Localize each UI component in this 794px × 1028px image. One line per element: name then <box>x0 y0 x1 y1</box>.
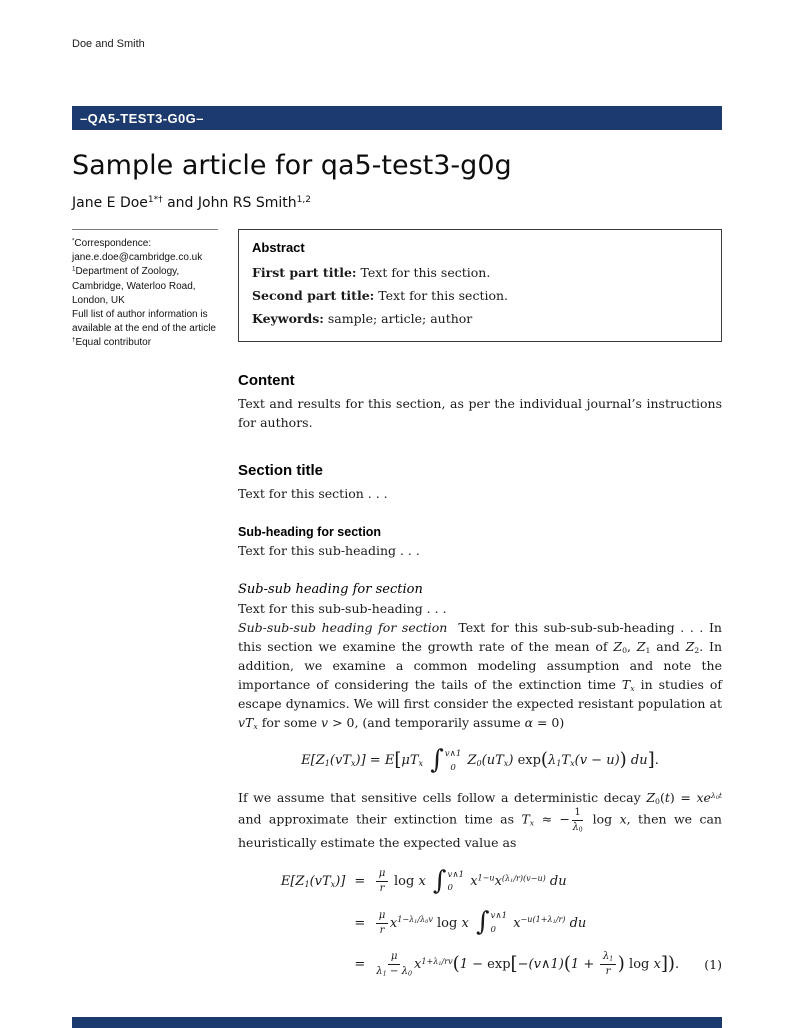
article-title: Sample article for qa5-test3-g0g <box>72 150 512 181</box>
abstract-part-1-label: First part title: <box>252 265 357 281</box>
affiliation-marker: 1 <box>72 266 76 274</box>
eq-array-rhs-3: $\frac{\mu}{\lambda_1 - \lambda_0}$ $x^{1+\lambda_1/rv}(1$ − exp[−(v∧1)(1 + $\frac{\lambda_1}{r}$ ) log x]). <box>376 950 680 978</box>
abstract-keywords-text: sample; article; author <box>327 311 473 327</box>
eq-array-line-1 <box>345 868 679 895</box>
author-info-availability-note: Full list of author information is available at the end of the article <box>72 308 216 335</box>
eq-array-line-3 <box>345 951 679 978</box>
abstract-part-2 <box>252 287 708 305</box>
correspondence-marker: * <box>72 237 75 245</box>
correspondence-label: Correspondence: <box>74 238 152 250</box>
subsubsub-paragraph <box>238 618 722 732</box>
eq-array-rhs-1: $\frac{\mu}{r}$ log x ∫ v∧1 0 $x^{1-u}x^{(\lambda_1/r)(v-u)}$ du <box>374 874 566 889</box>
content-heading: Content <box>238 372 295 390</box>
after-equation-paragraph: If we assume that sensitive cells follow a deterministic decay $Z_0(t) = xe^{\lambda_0t}$ and approximate their extinction time as $T_x$ ≈ − $\frac{1}{\lambda_0}$ log x, then we can heuristically estimate the expected value as <box>238 789 722 851</box>
abstract-keywords <box>252 310 708 328</box>
abstract-part-1 <box>252 264 708 282</box>
author-info-column <box>72 229 218 351</box>
footer-bar <box>72 1017 722 1028</box>
subsub-paragraph: Text for this sub-sub-heading . . . <box>238 601 447 617</box>
equals-sign: = <box>354 956 366 972</box>
abstract-part-2-label: Second part title: <box>252 288 375 304</box>
eq-array-rhs-2: $\frac{\mu}{r}$ $x^{1-\lambda_1/\lambda_0v}$ log x ∫ v∧1 0 $x^{-u(1+\lambda_1/r)}$ du <box>374 916 586 931</box>
eq-array-line-2 <box>345 907 679 938</box>
subsubsub-run-in-heading: Sub-sub-sub heading for section <box>238 620 448 636</box>
author-1-name: Jane E Doe <box>72 195 148 212</box>
authors-line <box>72 195 722 211</box>
abstract-box <box>238 229 722 342</box>
two-column-area <box>72 229 722 988</box>
section-paragraph: Text for this section . . . <box>238 486 388 502</box>
equation-number: (1) <box>704 956 722 972</box>
author-2-marks: 1,2 <box>296 195 311 206</box>
section-heading: Section title <box>238 462 324 480</box>
abstract-part-1-text: Text for this section. <box>360 265 491 281</box>
abstract-part-2-text: Text for this section. <box>378 288 509 304</box>
abstract-heading: Abstract <box>252 240 305 256</box>
equation-array <box>238 868 722 978</box>
abstract-keywords-label: Keywords: <box>252 311 324 327</box>
affiliation-note <box>72 265 218 308</box>
equal-contributor-note <box>72 336 218 350</box>
correspondence-email: jane.e.doe@cambridge.co.uk <box>72 252 203 264</box>
correspondence-note <box>72 237 218 265</box>
running-head: Doe and Smith <box>72 38 145 50</box>
author-2-name: John RS Smith <box>197 195 297 212</box>
content-paragraph: Text and results for this section, as per the individual journal’s instructions for authors. <box>238 396 722 431</box>
main-column <box>238 229 722 988</box>
equal-contributor-text: Equal contributor <box>75 337 152 349</box>
subsubsub-text: Text for this sub-sub-sub-heading . . . In this section we examine the growth rate of the mean of $Z_0$, $Z_1$ and $Z_2$. In addition, we examine a common modeling assumption and note the importance of considering the tails of the extinction time $T_x$ in studies of escape dynamics. We will first consider the expected resistant population at $vT_x$ for some v > 0, (and temporarily assume α = 0) <box>238 620 722 732</box>
journal-banner: –QA5-TEST3-G0G– <box>72 106 722 130</box>
authors-connector: and <box>167 195 194 212</box>
subsub-heading: Sub-sub heading for section <box>238 582 423 598</box>
equals-sign: = <box>354 874 366 890</box>
equal-contributor-marker: † <box>72 336 76 344</box>
author-1-marks: 1*† <box>147 195 163 206</box>
sub-heading: Sub-heading for section <box>238 525 382 540</box>
affiliation-text: Department of Zoology, Cambridge, Waterloo Road, London, UK <box>72 266 196 306</box>
eq-array-lhs: $E[Z_1(vT_x)]$ <box>280 874 346 890</box>
display-equation: $E[Z_1(vT_x)] = E[\mu T_x$ ∫ v∧1 0 $Z_0(uT_x) \exp(\lambda_1T_x(v - u))$ du]. <box>301 745 659 776</box>
sub-paragraph: Text for this sub-heading . . . <box>238 543 420 559</box>
equals-sign: = <box>354 915 366 931</box>
